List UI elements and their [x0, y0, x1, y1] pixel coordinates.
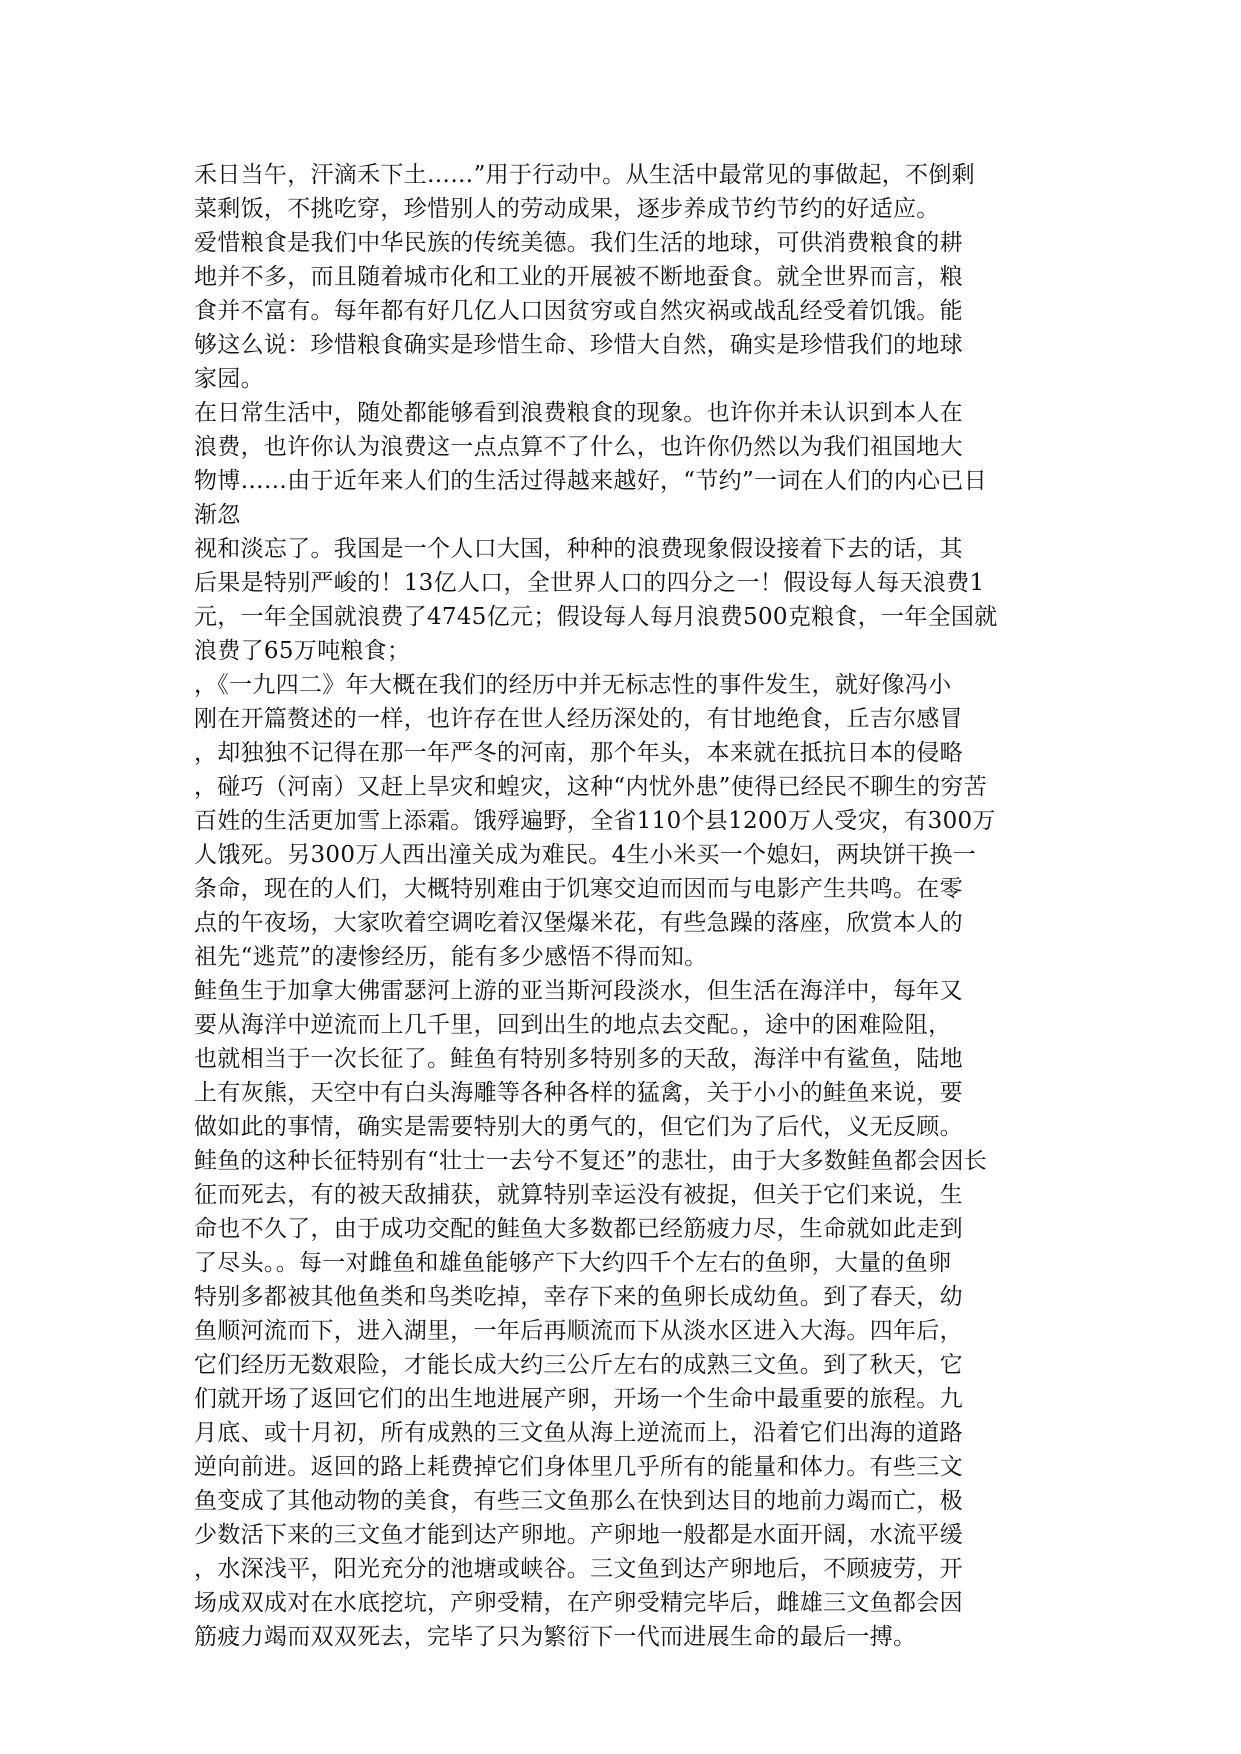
text-line: 鲑鱼生于加拿大佛雷瑟河上游的亚当斯河段淡水，但生活在海洋中，每年又 [194, 978, 963, 1004]
text-line: 爱惜粮食是我们中华民族的传统美德。我们生活的地球，可供消费粮食的耕 [194, 230, 963, 256]
text-line: 鱼顺河流而下，进入湖里，一年后再顺流而下从淡水区进入大海。四年后， [194, 1318, 963, 1344]
text-line: 月底、或十月初，所有成熟的三文鱼从海上逆流而上，沿着它们出海的道路 [194, 1420, 963, 1446]
text-line: 浪费，也许你认为浪费这一点点算不了什么，也许你仍然以为我们祖国地大 [194, 434, 963, 460]
text-line: 点的午夜场，大家吹着空调吃着汉堡爆米花，有些急躁的落座，欣赏本人的 [194, 910, 963, 936]
text-line: 后果是特别严峻的！13亿人口，全世界人口的四分之一！假设每人每天浪费1 [194, 570, 985, 596]
text-line: 要从海洋中逆流而上几千里，回到出生的地点去交配。，途中的困难险阻， [194, 1012, 952, 1038]
text-line: 人饿死。另300万人西出潼关成为难民。4生小米买一个媳妇，两块饼干换一 [194, 842, 977, 868]
text-line: 们就开场了返回它们的出生地进展产卵，开场一个生命中最重要的旅程。九 [194, 1386, 963, 1412]
text-line: 征而死去，有的被天敌捕获，就算特别幸运没有被捉，但关于它们来说，生 [194, 1182, 963, 1208]
text-line: 鲑鱼的这种长征特别有“壮士一去兮不复还”的悲壮，由于大多数鲑鱼都会因长 [194, 1148, 988, 1174]
text-line: 渐忽 [194, 502, 241, 528]
text-line: 逆向前进。返回的路上耗费掉它们身体里几乎所有的能量和体力。有些三文 [194, 1454, 963, 1480]
text-line: 在日常生活中，随处都能够看到浪费粮食的现象。也许你并未认识到本人在 [194, 400, 963, 426]
text-line: ，《一九四二》年大概在我们的经历中并无标志性的事件发生，就好像冯小 [194, 672, 952, 698]
body-text [194, 158, 1054, 1654]
text-line: 祖先“逃荒”的凄惨经历，能有多少感悟不得而知。 [194, 944, 708, 970]
text-line: 元，一年全国就浪费了4745亿元；假设每人每月浪费500克粮食，一年全国就 [194, 604, 998, 630]
text-line: 做如此的事情，确实是需要特别大的勇气的，但它们为了后代，义无反顾。 [194, 1114, 963, 1140]
text-line: 浪费了65万吨粮食； [194, 638, 411, 664]
text-line: 视和淡忘了。我国是一个人口大国，种种的浪费现象假设接着下去的话，其 [194, 536, 963, 562]
text-line: 家园。 [194, 366, 264, 392]
text-line: ，却独独不记得在那一年严冬的河南，那个年头，本来就在抵抗日本的侵略 [194, 740, 963, 766]
text-line: ，碰巧（河南）又赶上旱灾和蝗灾，这种“内忧外患”使得已经民不聊生的穷苦 [194, 774, 988, 800]
text-line: 它们经历无数艰险，才能长成大约三公斤左右的成熟三文鱼。到了秋天，它 [194, 1352, 963, 1378]
text-line: 地并不多，而且随着城市化和工业的开展被不断地蚕食。就全世界而言，粮 [194, 264, 963, 290]
text-line: 上有灰熊，天空中有白头海雕等各种各样的猛禽，关于小小的鲑鱼来说，要 [194, 1080, 963, 1106]
text-line: 食并不富有。每年都有好几亿人口因贫穷或自然灾祸或战乱经受着饥饿。能 [194, 298, 963, 324]
text-line: 特别多都被其他鱼类和鸟类吃掉，幸存下来的鱼卵长成幼鱼。到了春天，幼 [194, 1284, 963, 1310]
text-line: 刚在开篇赘述的一样，也许存在世人经历深处的，有甘地绝食，丘吉尔感冒 [194, 706, 963, 732]
text-line: 筋疲力竭而双双死去，完毕了只为繁衍下一代而进展生命的最后一搏。 [194, 1624, 917, 1650]
text-line: 鱼变成了其他动物的美食，有些三文鱼那么在快到达目的地前力竭而亡，极 [194, 1488, 963, 1514]
text-line: 命也不久了，由于成功交配的鲑鱼大多数都已经筋疲力尽，生命就如此走到 [194, 1216, 963, 1242]
text-line: ，水深浅平，阳光充分的池塘或峡谷。三文鱼到达产卵地后，不顾疲劳，开 [194, 1556, 963, 1582]
text-line: 了尽头。。每一对雌鱼和雄鱼能够产下大约四千个左右的鱼卵，大量的鱼卵 [194, 1250, 952, 1276]
text-line: 百姓的生活更加雪上添霜。饿殍遍野，全省110个县1200万人受灾，有300万 [194, 808, 996, 834]
text-line: 物博……由于近年来人们的生活过得越来越好，“节约”一词在人们的内心已日 [194, 468, 988, 494]
text-line: 也就相当于一次长征了。鲑鱼有特别多特别多的天敌，海洋中有鲨鱼，陆地 [194, 1046, 963, 1072]
text-line: 场成双成对在水底挖坑，产卵受精，在产卵受精完毕后，雌雄三文鱼都会因 [194, 1590, 963, 1616]
text-line: 菜剩饭，不挑吃穿，珍惜别人的劳动成果，逐步养成节约节约的好适应。 [194, 196, 940, 222]
text-line: 条命，现在的人们，大概特别难由于饥寒交迫而因而与电影产生共鸣。在零 [194, 876, 963, 902]
text-line: 禾日当午，汗滴禾下土……”用于行动中。从生活中最常见的事做起，不倒剩 [194, 162, 975, 188]
text-line: 够这么说：珍惜粮食确实是珍惜生命、珍惜大自然，确实是珍惜我们的地球 [194, 332, 963, 358]
text-line: 少数活下来的三文鱼才能到达产卵地。产卵地一般都是水面开阔，水流平缓 [194, 1522, 963, 1548]
